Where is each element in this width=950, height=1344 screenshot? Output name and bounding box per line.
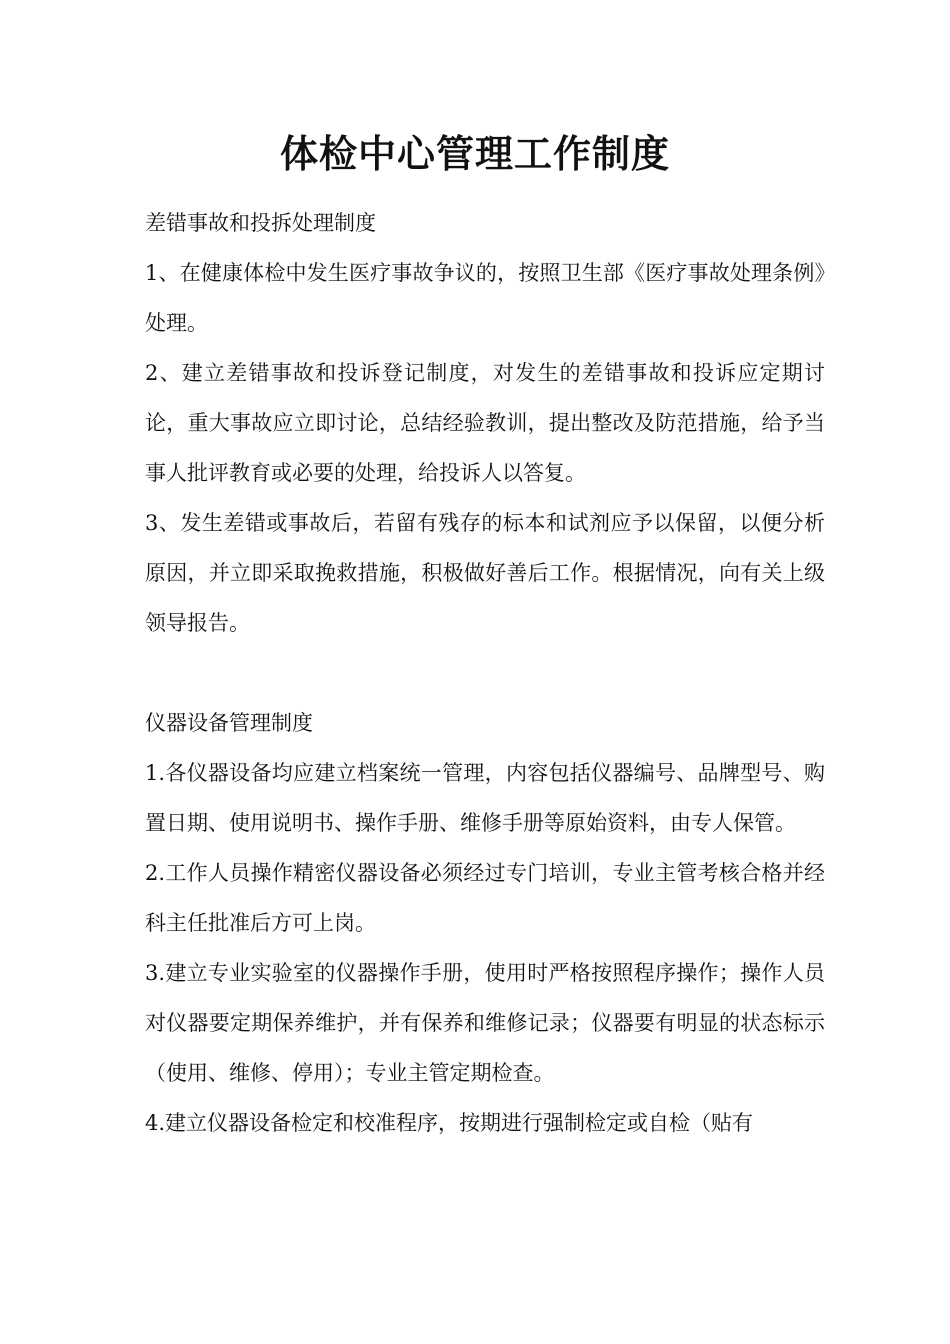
document-body	[145, 198, 825, 1148]
section-heading: 差错事故和投拆处理制度	[145, 211, 376, 235]
paragraph: 1.各仪器设备均应建立档案统一管理，内容包括仪器编号、品牌型号、购置日期、使用说明书、操作手册、维修手册等原始资料，由专人保管。	[145, 761, 825, 835]
paragraph: 3、发生差错或事故后，若留有残存的标本和试剂应予以保留，以便分析原因，并立即采取挽救措施，积极做好善后工作。根据情况，向有关上级领导报告。	[145, 511, 825, 635]
document-title: 体检中心管理工作制度	[279, 131, 670, 176]
section-error-complaint	[145, 198, 825, 648]
section-heading: 仪器设备管理制度	[145, 711, 313, 735]
paragraph: 4.建立仪器设备检定和校准程序，按期进行强制检定或自检（贴有	[145, 1111, 754, 1135]
section-equipment	[145, 698, 825, 1148]
paragraph: 3.建立专业实验室的仪器操作手册，使用时严格按照程序操作；操作人员对仪器要定期保养维护，并有保养和维修记录；仪器要有明显的状态标示（使用、维修、停用）；专业主管定期检查。	[145, 961, 825, 1085]
paragraph: 2、建立差错事故和投诉登记制度，对发生的差错事故和投诉应定期讨论，重大事故应立即讨论，总结经验教训，提出整改及防范措施，给予当事人批评教育或必要的处理，给投诉人以答复。	[145, 361, 825, 485]
section-spacer	[145, 648, 825, 698]
paragraph: 2.工作人员操作精密仪器设备必须经过专门培训，专业主管考核合格并经科主任批准后方可上岗。	[145, 861, 825, 935]
paragraph: 1、在健康体检中发生医疗事故争议的，按照卫生部《医疗事故处理条例》处理。	[145, 261, 825, 335]
